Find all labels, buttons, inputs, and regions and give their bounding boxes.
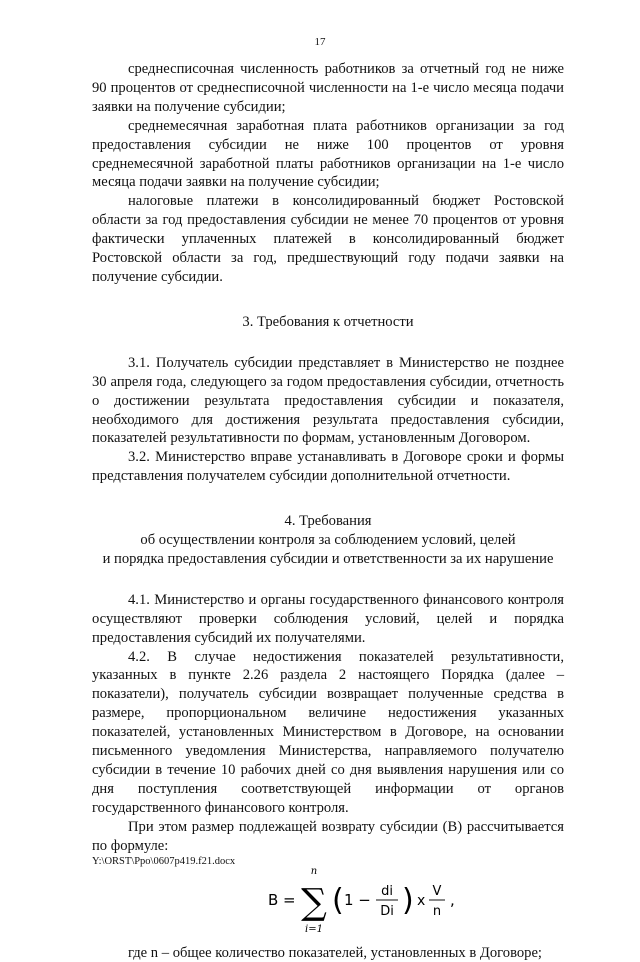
formula-sum-lower: i=1 xyxy=(305,923,323,935)
criterion-paragraph: налоговые платежи в консолидированный бюджет Ростовской области за год предоставления субсидии не менее 70 процентов от уровня фактически уплаченных платежей в консолидированный бюджет Ростовской области за год, предшествующий году подачи заявки на получение субсидии. xyxy=(92,193,564,285)
formula-one-minus: 1 − xyxy=(344,890,371,909)
formula-numerator-V: V xyxy=(432,883,442,899)
formula-sum-upper: n xyxy=(310,865,318,877)
formula-sum-symbol: ∑ xyxy=(301,881,327,923)
section-4-paragraph-1: 4.1. Министерство и органы государственного финансового контроля осуществляют проверки соблюдения условий, целей и порядка предоставления субсидий их получателями. xyxy=(92,591,564,646)
formula-denominator-n: n xyxy=(432,903,442,919)
formula-graphic xyxy=(92,860,564,942)
formula-open-paren: ( xyxy=(332,882,344,918)
refund-formula xyxy=(92,860,564,942)
formula-lhs: В = xyxy=(268,890,296,909)
section-3-heading: 3. Требования к отчетности xyxy=(242,313,414,330)
formula-denominator-Di: Di xyxy=(380,903,394,919)
document-body xyxy=(92,60,564,962)
formula-numerator-di: di xyxy=(381,883,393,899)
section-4-heading-line-3: и порядка предоставления субсидии и ответственности за их нарушение xyxy=(102,550,554,567)
section-4-heading-line-2: об осуществлении контроля за соблюдением условий, целей xyxy=(140,532,516,549)
formula-trailing-comma: , xyxy=(450,890,455,909)
section-3-paragraph-1: 3.1. Получатель субсидии представляет в Министерство не позднее 30 апреля года, следующего за годом предоставления субсидии, отчетность о достижении результата предоставления субсидии и показателя, необходимого для достижения результата предоставления субсидии, показателей результативности по формам, установленным Договором. xyxy=(92,354,564,447)
formula-times: x xyxy=(417,892,426,909)
criterion-paragraph: среднесписочная численность работников за отчетный год не ниже 90 процентов от среднесписочной численности на 1-е число месяца подачи заявки на получение субсидии; xyxy=(92,61,564,115)
page-number: 17 xyxy=(314,36,326,48)
footer-file-path: Y:\ORST\Ppo\0607p419.f21.docx xyxy=(92,856,236,867)
section-4-paragraph-3: При этом размер подлежащей возврату субсидии (В) рассчитывается по формуле: xyxy=(92,818,564,854)
criterion-paragraph: среднемесячная заработная плата работников организации за год предоставления субсидии не ниже 100 процентов от уровня среднемесячной заработной платы работников организации на 1-е число месяца подачи заявки на получение субсидии; xyxy=(92,117,564,191)
section-4-paragraph-4: где n – общее количество показателей, установленных в Договоре; xyxy=(128,944,542,961)
formula-close-paren: ) xyxy=(402,882,414,918)
section-4-paragraph-2: 4.2. В случае недостижения показателей результативности, указанных в пункте 2.26 раздела 2 настоящего Порядка (далее – показатели), получатель субсидии возвращает полученные средства в размере, пропорциональном величине недостижения указанных показателей, установленных Министерством в Договоре, на основании письменного уведомления Министерства, направляемого получателю субсидии в течение 10 рабочих дней со дня выявления нарушения или со дня поступления соответствующей информации от органов государственного финансового контроля. xyxy=(92,648,564,816)
section-3-paragraph-2: 3.2. Министерство вправе устанавливать в Договоре сроки и формы представления получателем субсидии дополнительной отчетности. xyxy=(92,449,564,485)
section-4-heading-line-1: 4. Требования xyxy=(284,513,372,530)
